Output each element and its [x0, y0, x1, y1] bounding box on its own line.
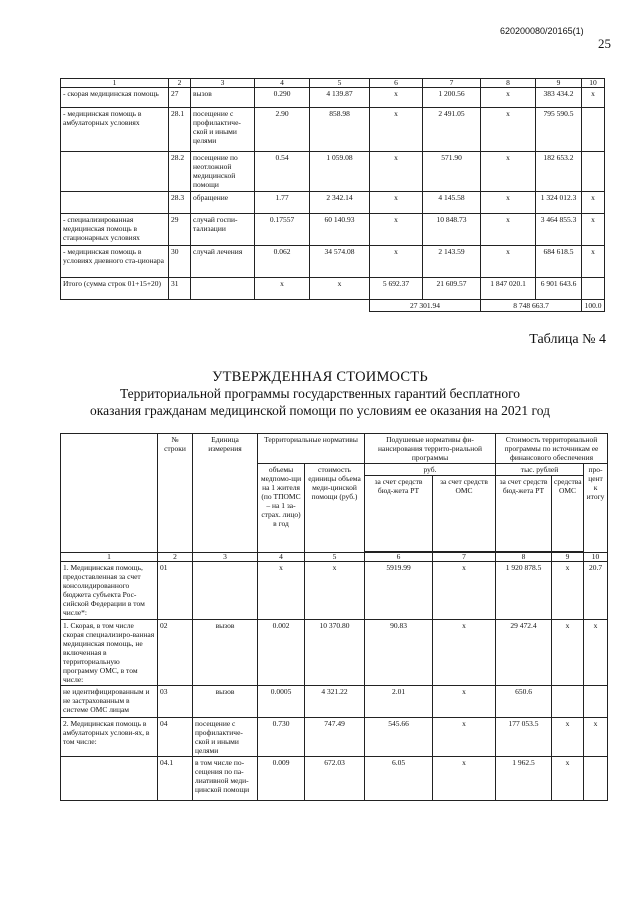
- col-num: 7: [433, 553, 496, 562]
- header-territorial-norms: Территориальные нормативы: [258, 434, 365, 464]
- total-row: [61, 300, 605, 312]
- row-label: - медицинская помощь в амбулаторных условиях: [61, 108, 169, 152]
- unit-cell: посещение с профилактиче-ской и иными целями: [193, 718, 258, 757]
- value-cell: x: [582, 246, 605, 278]
- value-cell: 0.17557: [255, 214, 310, 246]
- value-cell: x: [370, 246, 423, 278]
- row-code: 03: [158, 686, 193, 718]
- table-row: [61, 718, 608, 757]
- value-cell: 10 848.73: [423, 214, 481, 246]
- value-cell: [584, 757, 608, 801]
- document-id: 620200080/20165(1): [500, 26, 584, 36]
- col-num: 2: [158, 553, 193, 562]
- unit-cell: случай госпи-тализации: [191, 214, 255, 246]
- value-cell: 29 472.4: [496, 620, 552, 686]
- value-cell: 571.90: [423, 152, 481, 192]
- column-number-row: [61, 79, 605, 88]
- value-cell: x: [370, 152, 423, 192]
- value-cell: x: [370, 108, 423, 152]
- value-cell: 1 059.08: [310, 152, 370, 192]
- col-num: 5: [305, 553, 365, 562]
- value-cell: x: [481, 192, 536, 214]
- row-label: - скорая медицинская помощь: [61, 88, 169, 108]
- row-code: 31: [169, 278, 191, 300]
- value-cell: 90.83: [365, 620, 433, 686]
- table-row: [61, 757, 608, 801]
- value-cell: x: [584, 620, 608, 686]
- value-cell: [582, 152, 605, 192]
- header-row: [61, 434, 608, 464]
- col-num: 8: [481, 79, 536, 88]
- col-num: 6: [370, 79, 423, 88]
- header-oms-funds: средства ОМС: [552, 476, 584, 552]
- value-cell: 2.90: [255, 108, 310, 152]
- value-cell: [582, 108, 605, 152]
- header-thousand-rub: тыс. рублей: [496, 464, 584, 476]
- unit-cell: вызов: [191, 88, 255, 108]
- row-label: - медицинская помощь в условиях дневного ста-ционара: [61, 246, 169, 278]
- row-code: 28.2: [169, 152, 191, 192]
- table-label: Таблица № 4: [529, 332, 606, 347]
- value-cell: 4 139.87: [310, 88, 370, 108]
- document-subtitle-line-2: оказания гражданам медицинской помощи по условиям ее оказания на 2021 год: [90, 403, 550, 418]
- value-cell: x: [310, 278, 370, 300]
- value-cell: x: [433, 757, 496, 801]
- table-row: [61, 686, 608, 718]
- unit-cell: случай лечения: [191, 246, 255, 278]
- value-cell: 2 491.05: [423, 108, 481, 152]
- col-num: 4: [258, 553, 305, 562]
- value-cell: 1.77: [255, 192, 310, 214]
- value-cell: 1 920 878.5: [496, 562, 552, 620]
- document-title: УТВЕРЖДЕННАЯ СТОИМОСТЬ: [212, 369, 428, 385]
- table-row: [61, 278, 605, 300]
- table-row: [61, 108, 605, 152]
- unit-cell: в том числе по-сещения по па-лиативной меди-цинской помощи: [193, 757, 258, 801]
- value-cell: x: [584, 718, 608, 757]
- value-cell: x: [433, 686, 496, 718]
- unit-cell: посещение с профилактиче-ской и иными целями: [191, 108, 255, 152]
- value-cell: 795 590.5: [536, 108, 582, 152]
- value-cell: 6 901 643.6: [536, 278, 582, 300]
- value-cell: 4 145.58: [423, 192, 481, 214]
- value-cell: 6.05: [365, 757, 433, 801]
- row-label: 1. Медицинская помощь, предоставленная за счет консолидированного бюджета субъекта Рос-сийской Федерации в том числе*:: [61, 562, 158, 620]
- value-cell: x: [481, 214, 536, 246]
- value-cell: x: [433, 562, 496, 620]
- header-program-cost: Стоимость территориальной программы по источникам ее финансового обеспечения: [496, 434, 608, 464]
- value-cell: 684 618.5: [536, 246, 582, 278]
- value-cell: 650.6: [496, 686, 552, 718]
- value-cell: 5 692.37: [370, 278, 423, 300]
- document-subtitle-line-1: Территориальной программы государственных гарантий бесплатного: [119, 386, 521, 401]
- value-cell: 3 464 855.3: [536, 214, 582, 246]
- col-num: 10: [582, 79, 605, 88]
- table-row: [61, 246, 605, 278]
- row-code: 30: [169, 246, 191, 278]
- value-cell: x: [433, 620, 496, 686]
- value-cell: 4 321.22: [305, 686, 365, 718]
- value-cell: 383 434.2: [536, 88, 582, 108]
- value-cell: x: [481, 246, 536, 278]
- table-row: [61, 620, 608, 686]
- value-cell: 34 574.08: [310, 246, 370, 278]
- value-cell: x: [258, 562, 305, 620]
- value-cell: 20.7: [584, 562, 608, 620]
- col-num: 3: [193, 553, 258, 562]
- col-num: 4: [255, 79, 310, 88]
- row-code: 04.1: [158, 757, 193, 801]
- table-row: [61, 214, 605, 246]
- value-cell: 5919.99: [365, 562, 433, 620]
- row-code: 04: [158, 718, 193, 757]
- value-cell: x: [370, 214, 423, 246]
- col-num: 5: [310, 79, 370, 88]
- value-cell: 545.66: [365, 718, 433, 757]
- value-cell: x: [255, 278, 310, 300]
- value-cell: 21 609.57: [423, 278, 481, 300]
- value-cell: 2 143.59: [423, 246, 481, 278]
- header-by-oms: за счет средств ОМС: [433, 476, 496, 552]
- unit-cell: вызов: [193, 620, 258, 686]
- row-label: 2. Медицинская помощь в амбулаторных услови-ях, в том числе:: [61, 718, 158, 757]
- row-code: 28.1: [169, 108, 191, 152]
- row-label: - специализированная медицинская помощь в стационарных условиях: [61, 214, 169, 246]
- value-cell: 1 324 012.3: [536, 192, 582, 214]
- row-code: 28.3: [169, 192, 191, 214]
- value-cell: 1 200.56: [423, 88, 481, 108]
- continuation-table: [60, 78, 605, 312]
- col-num: 1: [61, 79, 169, 88]
- col-num: 10: [584, 553, 608, 562]
- value-cell: x: [552, 562, 584, 620]
- value-cell: x: [433, 718, 496, 757]
- value-cell: 0.062: [255, 246, 310, 278]
- header-row-number: № строки: [158, 434, 193, 553]
- value-cell: x: [582, 214, 605, 246]
- unit-cell: вызов: [193, 686, 258, 718]
- value-cell: 0.290: [255, 88, 310, 108]
- col-num: 9: [552, 553, 584, 562]
- col-num: 7: [423, 79, 481, 88]
- value-cell: 0.730: [258, 718, 305, 757]
- total-per-capita: 27 301.94: [370, 300, 481, 312]
- value-cell: 1 962.5: [496, 757, 552, 801]
- value-cell: 0.0005: [258, 686, 305, 718]
- value-cell: 2.01: [365, 686, 433, 718]
- col-num: 3: [191, 79, 255, 88]
- value-cell: [582, 278, 605, 300]
- row-code: 01: [158, 562, 193, 620]
- header-percent: про-цент к итогу: [584, 464, 608, 553]
- row-code: 29: [169, 214, 191, 246]
- header-by-rt-budget-2: за счет средств бюд-жета РТ: [496, 476, 552, 552]
- value-cell: 1 847 020.1: [481, 278, 536, 300]
- col-num: 8: [496, 553, 552, 562]
- row-label: не идентифицированным и не застрахованным в системе ОМС лицам: [61, 686, 158, 718]
- value-cell: 747.49: [305, 718, 365, 757]
- unit-cell: посещение по неотложной медицинской помощи: [191, 152, 255, 192]
- unit-cell: обращение: [191, 192, 255, 214]
- table-row: [61, 88, 605, 108]
- header-per-capita-norms: Подушевые нормативы фи-нансирования террито-риальной программы: [365, 434, 496, 464]
- value-cell: 2 342.14: [310, 192, 370, 214]
- header-rub: руб.: [365, 464, 496, 476]
- value-cell: [552, 686, 584, 718]
- value-cell: x: [370, 88, 423, 108]
- value-cell: x: [552, 718, 584, 757]
- col-num: 9: [536, 79, 582, 88]
- col-num: 6: [365, 553, 433, 562]
- value-cell: x: [370, 192, 423, 214]
- row-label: Итого (сумма строк 01+15+20): [61, 278, 169, 300]
- value-cell: 10 370.80: [305, 620, 365, 686]
- header-volume: объемы медпомо-щи на 1 жителя (по ТПОМС – на 1 за-страх. лицо) в год: [258, 464, 305, 553]
- value-cell: 182 653.2: [536, 152, 582, 192]
- page-number: 25: [598, 36, 611, 51]
- value-cell: 672.03: [305, 757, 365, 801]
- value-cell: x: [481, 108, 536, 152]
- value-cell: 0.54: [255, 152, 310, 192]
- value-cell: x: [552, 620, 584, 686]
- col-num: 2: [169, 79, 191, 88]
- value-cell: 60 140.93: [310, 214, 370, 246]
- value-cell: 177 053.5: [496, 718, 552, 757]
- header-by-rt-budget: за счет средств бюд-жета РТ: [365, 476, 433, 552]
- value-cell: 858.98: [310, 108, 370, 152]
- table-row: [61, 562, 608, 620]
- row-label: [61, 152, 169, 192]
- row-code: 27: [169, 88, 191, 108]
- row-label: 1. Скорая, в том числе скорая специализиро-ванная медицинская помощь, не включенная в территориальную программу ОМС, в том числе:: [61, 620, 158, 686]
- value-cell: x: [481, 88, 536, 108]
- column-number-row: [61, 553, 608, 562]
- row-label: [61, 192, 169, 214]
- total-cost: 8 748 663.7: [481, 300, 582, 312]
- header-unit: Единица измерения: [193, 434, 258, 553]
- value-cell: x: [481, 152, 536, 192]
- value-cell: x: [552, 757, 584, 801]
- col-num: 1: [61, 553, 158, 562]
- row-label: [61, 757, 158, 801]
- header-unit-cost: стоимость единицы объема меди-цинской помощи (руб.): [305, 464, 365, 553]
- value-cell: x: [582, 192, 605, 214]
- value-cell: [584, 686, 608, 718]
- row-code: 02: [158, 620, 193, 686]
- table-row: [61, 152, 605, 192]
- value-cell: 0.009: [258, 757, 305, 801]
- table-row: [61, 192, 605, 214]
- total-percent: 100.0: [582, 300, 605, 312]
- unit-cell: [193, 562, 258, 620]
- value-cell: x: [582, 88, 605, 108]
- value-cell: x: [305, 562, 365, 620]
- approved-cost-table: [60, 433, 608, 801]
- unit-cell: [191, 278, 255, 300]
- value-cell: 0.002: [258, 620, 305, 686]
